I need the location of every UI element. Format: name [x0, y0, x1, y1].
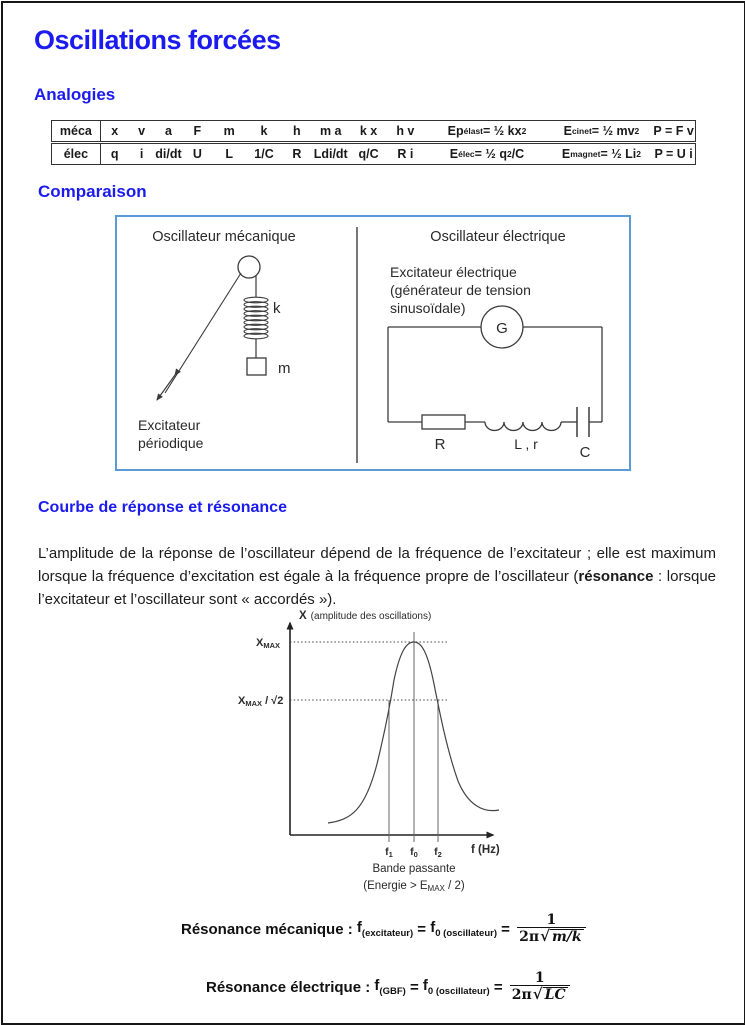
table-cell: k x: [359, 124, 378, 138]
y-axis-title-paren: (amplitude des oscillations): [310, 611, 432, 622]
xmax2-tail: / √2: [262, 695, 284, 707]
generator-label: G: [496, 320, 508, 337]
f0-subscript: 0 (oscillateur): [427, 986, 490, 997]
table-cell: di/dt: [155, 147, 182, 161]
tick-f2: [434, 846, 442, 859]
mass-symbol: [247, 358, 266, 375]
table-cell: v: [138, 124, 146, 138]
formula-f0-oscillator: [430, 919, 497, 939]
paragraph-text: : lorsque l’excitateur et l’oscillateur sont « accordés »).: [38, 568, 716, 608]
fraction-denominator: [517, 927, 586, 945]
xmax2-sub: MAX: [245, 699, 263, 708]
table-cell: k: [260, 124, 268, 138]
energy-caption: [363, 880, 465, 893]
fraction: [510, 971, 570, 1003]
page-title: Oscillations forcées: [34, 25, 281, 55]
table-cell: m: [223, 124, 235, 138]
resistor-label: R: [434, 436, 446, 453]
xmax-sqrt2-label: [238, 695, 283, 708]
formula-label: Résonance électrique: [206, 978, 362, 996]
spring-label: k: [273, 300, 281, 317]
xmax-sub: MAX: [263, 641, 281, 650]
equals-sign: =: [497, 920, 515, 938]
table-cell: Ldi/dt: [313, 147, 348, 161]
fraction-denominator: [510, 985, 570, 1003]
capacitor-label: C: [579, 444, 591, 461]
table-cell: a: [164, 124, 172, 138]
band-caption: Bande passante: [372, 863, 456, 875]
table-cell: q: [110, 147, 119, 161]
fraction-numerator: 1: [534, 969, 545, 986]
formula-f0-oscillator: [423, 977, 490, 997]
energy-caption-sub: MAX: [427, 884, 445, 893]
table-cell: x: [111, 124, 119, 138]
denominator-coefficient: 2π: [511, 987, 532, 1004]
table-cell: h v: [396, 124, 415, 138]
tick-f2-sub: 2: [437, 850, 442, 859]
table-cell: m a: [319, 124, 342, 138]
body-paragraph: [38, 542, 716, 611]
table-cell: q/C: [358, 147, 379, 161]
elec-caption-line1: Excitateur électrique: [390, 264, 517, 280]
resonance-graph: [229, 605, 541, 901]
formula-electrical-resonance: [206, 961, 570, 1013]
section-heading-courbe: Courbe de réponse et résonance: [38, 499, 287, 516]
table-cell-energy: E magnet = ½ Li 2: [561, 147, 641, 161]
table-cell-power: P = U i: [654, 147, 693, 161]
analogy-table: [51, 120, 696, 165]
tick-f1: [385, 846, 393, 859]
table-cell: U: [192, 147, 202, 161]
table-cell-energy: E élec = ½ q 2 /C: [449, 147, 525, 161]
table-cell: h: [293, 124, 301, 138]
fraction: [517, 913, 586, 945]
spring-symbol: [244, 297, 268, 339]
radicand: LC: [544, 987, 566, 1004]
paragraph-text: L’amplitude de la réponse de l’oscillateur dépend de la fréquence de l’excitateur ; elle est maximum lorsque la fréquence d’excitation est égale à la fréquence propre de l’oscillateur (: [38, 545, 716, 585]
y-axis-title: [299, 610, 431, 622]
comparison-figure: [115, 215, 631, 471]
formula-label: Résonance mécanique: [181, 920, 344, 938]
mass-label: m: [278, 360, 291, 377]
document-page: [1, 1, 745, 1025]
equals-sign: =: [405, 978, 423, 996]
radical-sign: √: [540, 927, 550, 946]
tick-f2-base: f: [434, 846, 438, 858]
fraction-numerator: 1: [546, 911, 557, 928]
right-panel-title: Oscillateur électrique: [430, 229, 566, 245]
table-cell: L: [225, 147, 233, 161]
f-subscript: (excitateur): [361, 928, 414, 939]
oscillators-diagram: [117, 217, 629, 469]
table-row-elec: [51, 143, 696, 165]
exciter-label-line1: Excitateur: [138, 417, 201, 433]
energy-caption-post: / 2): [444, 880, 465, 892]
xmax-label: [256, 637, 280, 650]
denominator-coefficient: 2π: [519, 929, 540, 946]
resonance-curve-plot: [229, 605, 541, 901]
tick-f1-base: f: [385, 846, 389, 858]
f-symbol: f: [374, 977, 380, 994]
formula-f-exciter: [357, 919, 413, 939]
table-cell: 1/C: [254, 147, 274, 161]
table-cell-power: P = F v: [653, 124, 694, 138]
row-label: méca: [52, 121, 101, 141]
xmax-base: X: [256, 637, 264, 649]
equals-sign: =: [413, 920, 431, 938]
f0-subscript: 0 (oscillateur): [435, 928, 498, 939]
table-cell-energy: Ep élast = ½ kx 2: [447, 124, 527, 138]
radical-sign: √: [532, 985, 543, 1004]
double-arrow-icon: [157, 375, 175, 400]
left-panel-title: Oscillateur mécanique: [152, 229, 296, 245]
inductor-label: L , r: [514, 436, 538, 452]
energy-caption-pre: (Energie > E: [363, 880, 428, 892]
pulley-symbol: [238, 256, 260, 278]
elec-caption-line3: sinusoïdale): [390, 300, 466, 316]
f0-symbol: f: [430, 919, 436, 936]
f-subscript: (GBF): [379, 986, 406, 997]
formula-f-gbf: [374, 977, 405, 997]
section-heading-analogies: Analogies: [34, 85, 116, 104]
f-symbol: f: [356, 919, 362, 936]
x-axis-label: f (Hz): [471, 844, 500, 856]
resistor-symbol: [422, 415, 465, 429]
y-axis-letter: X: [299, 610, 307, 622]
inductor-symbol: [485, 422, 561, 431]
elec-caption-line2: (générateur de tension: [390, 282, 531, 298]
tick-f0-base: f: [410, 846, 414, 858]
exciter-rod-line: [165, 273, 241, 393]
row-label: élec: [52, 144, 101, 164]
exciter-label-line2: périodique: [138, 435, 204, 451]
table-cell-energy: E cinet = ½ mv 2: [563, 124, 640, 138]
tick-f0-sub: 0: [413, 850, 418, 859]
equals-sign: =: [489, 978, 507, 996]
tick-f0: [410, 846, 418, 859]
table-cell: R i: [397, 147, 414, 161]
xmax2-base: X: [238, 695, 246, 707]
circuit-wires: [388, 327, 602, 422]
f0-symbol: f: [422, 977, 428, 994]
radicand: m/k: [551, 929, 582, 946]
table-cell: R: [292, 147, 302, 161]
table-cell: i: [139, 147, 144, 161]
tick-f1-sub: 1: [388, 850, 393, 859]
table-cell: F: [193, 124, 202, 138]
paragraph-bold-resonance: résonance: [578, 568, 654, 585]
formula-mechanical-resonance: [181, 903, 586, 955]
formula-colon: :: [343, 920, 357, 938]
formula-colon: :: [361, 978, 375, 996]
section-heading-comparaison: Comparaison: [38, 182, 147, 201]
table-row-meca: [51, 120, 696, 142]
